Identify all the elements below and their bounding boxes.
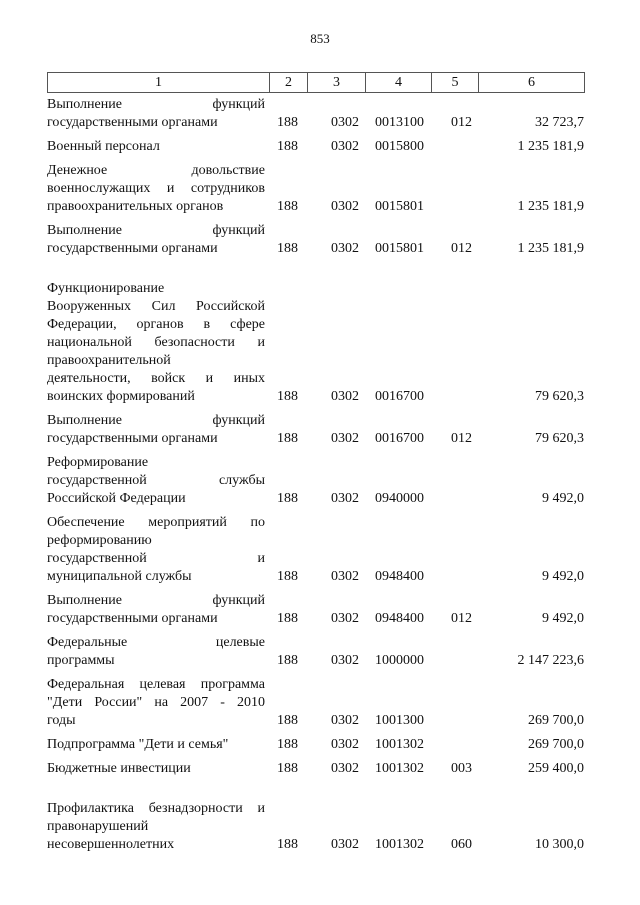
ministry-code: 188 bbox=[277, 837, 298, 852]
section-code: 0302 bbox=[331, 761, 359, 776]
row-description bbox=[47, 162, 265, 216]
section-code: 0302 bbox=[331, 431, 359, 446]
amount: 269 700,0 bbox=[528, 713, 584, 728]
header-col-5: 5 bbox=[432, 73, 479, 93]
ministry-code: 188 bbox=[277, 139, 298, 154]
table-row bbox=[47, 138, 584, 156]
row-description bbox=[47, 138, 265, 156]
target-article-code: 0948400 bbox=[375, 569, 424, 584]
page-number: 853 bbox=[310, 31, 330, 46]
description-line: муниципальной службы bbox=[47, 569, 192, 584]
amount: 259 400,0 bbox=[528, 761, 584, 776]
row-description bbox=[47, 280, 265, 406]
description-line: государственной и bbox=[47, 551, 265, 566]
target-article-code: 0016700 bbox=[375, 431, 424, 446]
amount: 9 492,0 bbox=[542, 569, 584, 584]
ministry-code: 188 bbox=[277, 491, 298, 506]
description-line: несовершеннолетних bbox=[47, 837, 175, 852]
target-article-code: 0015801 bbox=[375, 199, 424, 214]
table-row bbox=[47, 760, 584, 778]
description-line: Функционирование bbox=[47, 281, 165, 296]
amount: 2 147 223,6 bbox=[517, 653, 584, 668]
expense-type-code: 012 bbox=[451, 115, 472, 130]
description-line: Подпрограмма "Дети и семья" bbox=[47, 737, 229, 752]
row-description bbox=[47, 222, 265, 258]
amount: 9 492,0 bbox=[542, 611, 584, 626]
description-line: реформированию bbox=[47, 533, 152, 548]
row-description bbox=[47, 96, 265, 132]
description-line: государственными органами bbox=[47, 611, 218, 626]
target-article-code: 0940000 bbox=[375, 491, 424, 506]
amount: 9 492,0 bbox=[542, 491, 584, 506]
header-col-6: 6 bbox=[479, 73, 585, 93]
description-line: деятельности, войск и иных bbox=[47, 371, 265, 386]
description-line: Федеральная целевая программа bbox=[47, 677, 265, 692]
amount: 1 235 181,9 bbox=[517, 241, 584, 256]
table-row bbox=[47, 736, 584, 754]
description-line: военнослужащих и сотрудников bbox=[47, 181, 265, 196]
description-line: государственной службы bbox=[47, 473, 265, 488]
target-article-code: 1001302 bbox=[375, 837, 424, 852]
amount: 269 700,0 bbox=[528, 737, 584, 752]
row-description bbox=[47, 514, 265, 586]
table-row bbox=[47, 162, 584, 216]
description-line: Реформирование bbox=[47, 455, 149, 470]
table-row bbox=[47, 592, 584, 628]
description-line: Вооруженных Сил Российской bbox=[47, 299, 265, 314]
description-line: Военный персонал bbox=[47, 139, 160, 154]
table-row bbox=[47, 634, 584, 670]
description-line: Профилактика безнадзорности и bbox=[47, 801, 265, 816]
amount: 10 300,0 bbox=[535, 837, 584, 852]
description-line: государственными органами bbox=[47, 115, 218, 130]
amount: 79 620,3 bbox=[535, 389, 584, 404]
section-code: 0302 bbox=[331, 569, 359, 584]
target-article-code: 1000000 bbox=[375, 653, 424, 668]
description-line: Обеспечение мероприятий по bbox=[47, 515, 265, 530]
header-col-2: 2 bbox=[270, 73, 308, 93]
section-code: 0302 bbox=[331, 139, 359, 154]
row-description bbox=[47, 736, 265, 754]
row-description bbox=[47, 592, 265, 628]
table-row bbox=[47, 514, 584, 586]
description-line: правоохранительной bbox=[47, 353, 171, 368]
amount: 1 235 181,9 bbox=[517, 199, 584, 214]
header-col-3: 3 bbox=[308, 73, 366, 93]
section-code: 0302 bbox=[331, 837, 359, 852]
ministry-code: 188 bbox=[277, 431, 298, 446]
section-code: 0302 bbox=[331, 115, 359, 130]
target-article-code: 0948400 bbox=[375, 611, 424, 626]
ministry-code: 188 bbox=[277, 653, 298, 668]
target-article-code: 0013100 bbox=[375, 115, 424, 130]
amount: 79 620,3 bbox=[535, 431, 584, 446]
target-article-code: 0015801 bbox=[375, 241, 424, 256]
expense-type-code: 003 bbox=[451, 761, 472, 776]
budget-table-body bbox=[47, 96, 584, 860]
description-line: Федерации, органов в сфере bbox=[47, 317, 265, 332]
row-description bbox=[47, 412, 265, 448]
expense-type-code: 012 bbox=[451, 611, 472, 626]
section-code: 0302 bbox=[331, 611, 359, 626]
description-line: государственными органами bbox=[47, 241, 218, 256]
table-row bbox=[47, 454, 584, 508]
description-line: Российской Федерации bbox=[47, 491, 186, 506]
ministry-code: 188 bbox=[277, 737, 298, 752]
ministry-code: 188 bbox=[277, 115, 298, 130]
description-line: воинских формирований bbox=[47, 389, 195, 404]
table-row bbox=[47, 280, 584, 406]
description-line: правоохранительных органов bbox=[47, 199, 224, 214]
row-description bbox=[47, 760, 265, 778]
description-line: Денежное довольствие bbox=[47, 163, 265, 178]
amount: 32 723,7 bbox=[535, 115, 584, 130]
header-col-1: 1 bbox=[48, 73, 270, 93]
row-description bbox=[47, 634, 265, 670]
description-line: годы bbox=[47, 713, 76, 728]
table-row bbox=[47, 96, 584, 132]
description-line: государственными органами bbox=[47, 431, 218, 446]
amount: 1 235 181,9 bbox=[517, 139, 584, 154]
ministry-code: 188 bbox=[277, 611, 298, 626]
ministry-code: 188 bbox=[277, 761, 298, 776]
description-line: правонарушений bbox=[47, 819, 149, 834]
description-line: национальной безопасности и bbox=[47, 335, 265, 350]
description-line: "Дети России" на 2007 - 2010 bbox=[47, 695, 265, 710]
section-code: 0302 bbox=[331, 241, 359, 256]
table-row bbox=[47, 676, 584, 730]
column-header-table bbox=[47, 72, 585, 93]
target-article-code: 1001302 bbox=[375, 737, 424, 752]
section-code: 0302 bbox=[331, 389, 359, 404]
expense-type-code: 060 bbox=[451, 837, 472, 852]
target-article-code: 1001300 bbox=[375, 713, 424, 728]
ministry-code: 188 bbox=[277, 389, 298, 404]
target-article-code: 0016700 bbox=[375, 389, 424, 404]
row-gap bbox=[47, 264, 584, 280]
description-line: Выполнение функций bbox=[47, 413, 265, 428]
row-description bbox=[47, 676, 265, 730]
description-line: Федеральные целевые bbox=[47, 635, 265, 650]
description-line: программы bbox=[47, 653, 115, 668]
ministry-code: 188 bbox=[277, 569, 298, 584]
expense-type-code: 012 bbox=[451, 431, 472, 446]
ministry-code: 188 bbox=[277, 713, 298, 728]
row-description bbox=[47, 454, 265, 508]
section-code: 0302 bbox=[331, 713, 359, 728]
table-row bbox=[47, 412, 584, 448]
header-col-4: 4 bbox=[366, 73, 432, 93]
row-description bbox=[47, 800, 265, 854]
ministry-code: 188 bbox=[277, 199, 298, 214]
section-code: 0302 bbox=[331, 653, 359, 668]
description-line: Выполнение функций bbox=[47, 97, 265, 112]
section-code: 0302 bbox=[331, 491, 359, 506]
description-line: Выполнение функций bbox=[47, 593, 265, 608]
description-line: Бюджетные инвестиции bbox=[47, 761, 191, 776]
target-article-code: 1001302 bbox=[375, 761, 424, 776]
target-article-code: 0015800 bbox=[375, 139, 424, 154]
section-code: 0302 bbox=[331, 737, 359, 752]
table-row bbox=[47, 800, 584, 854]
description-line: Выполнение функций bbox=[47, 223, 265, 238]
row-gap bbox=[47, 784, 584, 800]
ministry-code: 188 bbox=[277, 241, 298, 256]
table-row bbox=[47, 222, 584, 258]
section-code: 0302 bbox=[331, 199, 359, 214]
expense-type-code: 012 bbox=[451, 241, 472, 256]
